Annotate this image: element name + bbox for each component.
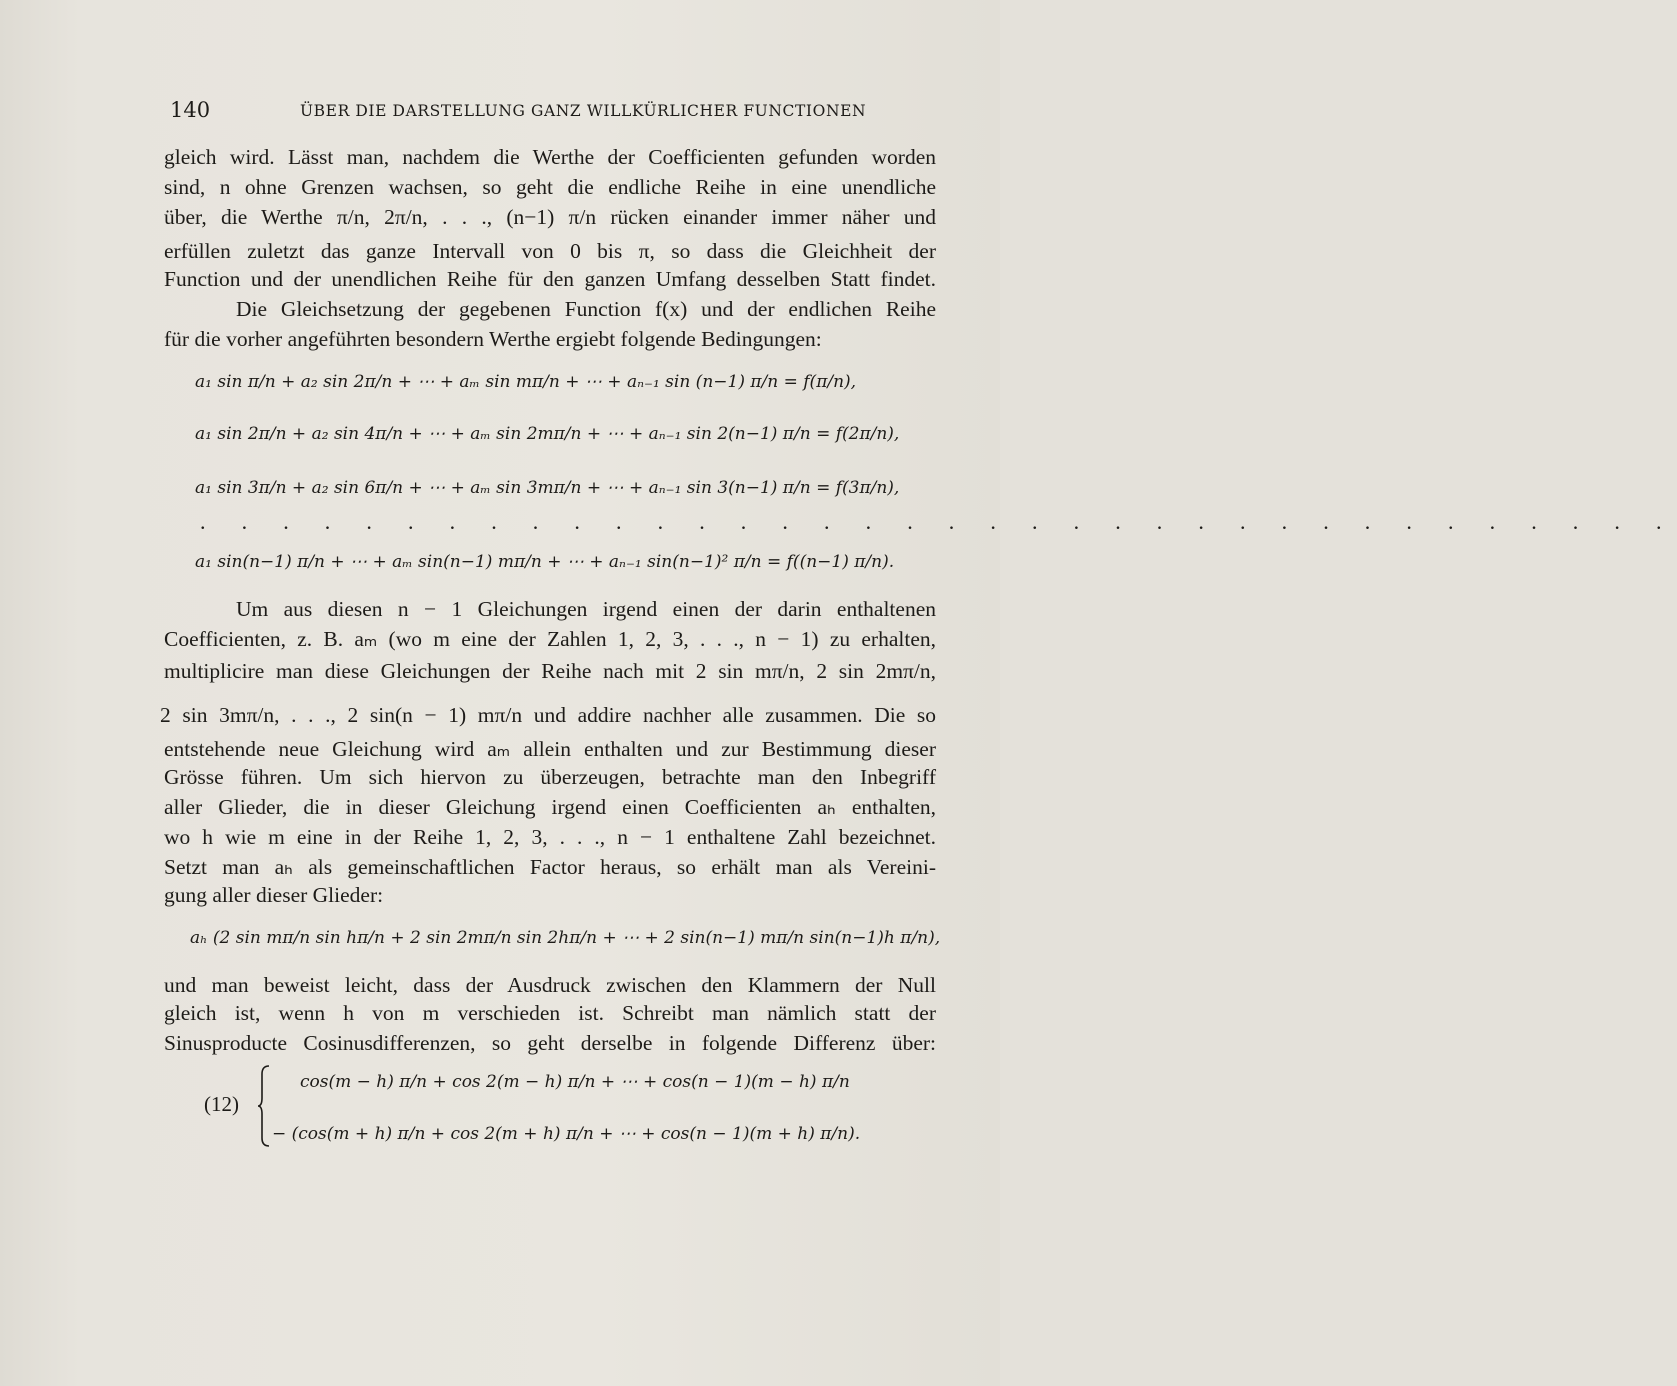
text-line: Sinusproducte Cosinusdifferenzen, so geht derselbe in folgende Differenz über: xyxy=(164,1031,936,1055)
ellipsis-row: . . . . . . . . . . . . . . . . . . . . . . . . . . . . . . . . . . . . xyxy=(200,509,1677,534)
equation-sum: aₕ (2 sin mπ/n sin hπ/n + 2 sin 2mπ/n sin 2hπ/n + ⋯ + 2 sin(n−1) mπ/n sin(n−1)h π/n), xyxy=(190,928,941,948)
text-line: gleich ist, wenn h von m verschieden ist. Schreibt man nämlich statt der xyxy=(164,1001,936,1025)
equation-12-line-2: − (cos(m + h) π/n + cos 2(m + h) π/n + ⋯ + cos(n − 1)(m + h) π/n). xyxy=(272,1124,861,1144)
text-line: für die vorher angeführten besondern Werthe ergiebt folgende Bedingungen: xyxy=(164,327,822,351)
text-line: gung aller dieser Glieder: xyxy=(164,883,384,907)
equation-12-line-1: cos(m − h) π/n + cos 2(m − h) π/n + ⋯ + cos(n − 1)(m − h) π/n xyxy=(300,1072,850,1092)
text-line: aller Glieder, die in dieser Gleichung irgend einen Coefficienten aₕ enthalten, xyxy=(164,795,936,819)
text-line: gleich wird. Lässt man, nachdem die Werthe der Coefficienten gefunden worden xyxy=(164,145,936,169)
left-brace-icon xyxy=(257,1064,271,1148)
equation-number: (12) xyxy=(204,1092,239,1116)
text-line: Setzt man aₕ als gemeinschaftlichen Factor heraus, so erhält man als Vereini- xyxy=(164,855,936,879)
text-line: wo h wie m eine in der Reihe 1, 2, 3, . . ., n − 1 enthaltene Zahl bezeichnet. xyxy=(164,825,936,849)
text-line: entstehende neue Gleichung wird aₘ allein enthalten und zur Bestimmung dieser xyxy=(164,737,936,761)
equation-row: a₁ sin 3π/n + a₂ sin 6π/n + ⋯ + aₘ sin 3mπ/n + ⋯ + aₙ₋₁ sin 3(n−1) π/n = f(3π/n), xyxy=(195,478,900,498)
text-line: Grösse führen. Um sich hiervon zu überzeugen, betrachte man den Inbegriff xyxy=(164,765,936,789)
equation-row: a₁ sin(n−1) π/n + ⋯ + aₘ sin(n−1) mπ/n + ⋯ + aₙ₋₁ sin(n−1)² π/n = f((n−1) π/n). xyxy=(195,552,895,572)
equation-row: a₁ sin 2π/n + a₂ sin 4π/n + ⋯ + aₘ sin 2mπ/n + ⋯ + aₙ₋₁ sin 2(n−1) π/n = f(2π/n), xyxy=(195,424,900,444)
running-title: ÜBER DIE DARSTELLUNG GANZ WILLKÜRLICHER FUNCTIONEN xyxy=(300,102,867,120)
text-line: über, die Werthe π/n, 2π/n, . . ., (n−1) π/n rücken einander immer näher und xyxy=(164,205,936,229)
text-line: 2 sin 3mπ/n, . . ., 2 sin(n − 1) mπ/n und addire nachher alle zusammen. Die so xyxy=(160,703,936,727)
page-number: 140 xyxy=(170,98,211,122)
text-line: Die Gleichsetzung der gegebenen Function f(x) und der endlichen Reihe xyxy=(236,297,936,321)
page-header xyxy=(170,98,940,128)
text-line: Um aus diesen n − 1 Gleichungen irgend einen der darin enthaltenen xyxy=(236,597,936,621)
text-line: und man beweist leicht, dass der Ausdruck zwischen den Klammern der Null xyxy=(164,973,936,997)
text-line: Function und der unendlichen Reihe für den ganzen Umfang desselben Statt findet. xyxy=(164,267,936,291)
text-line: erfüllen zuletzt das ganze Intervall von 0 bis π, so dass die Gleichheit der xyxy=(164,239,936,263)
text-line: sind, n ohne Grenzen wachsen, so geht die endliche Reihe in eine unendliche xyxy=(164,175,936,199)
text-line: multiplicire man diese Gleichungen der Reihe nach mit 2 sin mπ/n, 2 sin 2mπ/n, xyxy=(164,659,936,683)
equation-row: a₁ sin π/n + a₂ sin 2π/n + ⋯ + aₘ sin mπ/n + ⋯ + aₙ₋₁ sin (n−1) π/n = f(π/n), xyxy=(195,372,857,392)
text-line: Coefficienten, z. B. aₘ (wo m eine der Zahlen 1, 2, 3, . . ., n − 1) zu erhalten, xyxy=(164,627,936,651)
